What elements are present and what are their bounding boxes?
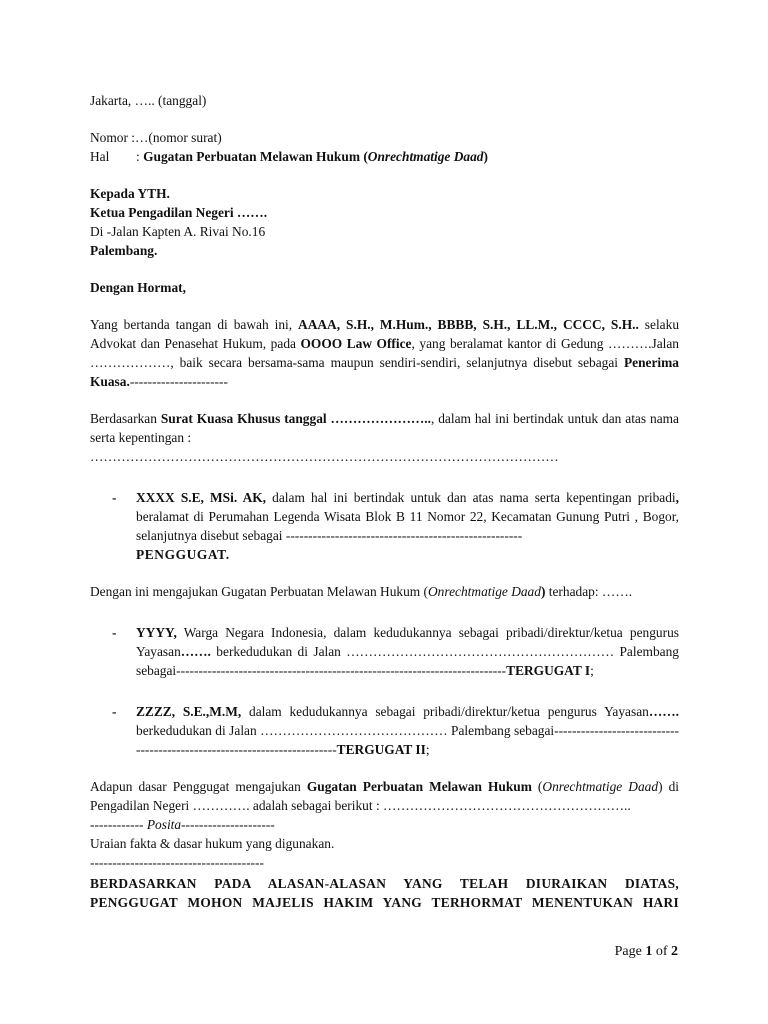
tergugat2-text2: berkedudukan di Jalan …………………………………… Palembang sebagai bbox=[136, 723, 555, 738]
separator-line: --------------------------------------- bbox=[90, 855, 264, 870]
tergugat1-text1: Warga Negara Indonesia, dalam kedudukannya sebagai pribadi/direktur/ketua pengurus Yayasan bbox=[136, 625, 679, 659]
para4-text1: Adapun dasar Penggugat mengajukan bbox=[90, 779, 307, 794]
para3-text2: terhadap: ……. bbox=[545, 584, 633, 599]
para1-text3: , yang beralamat kantor di Gedung ……….Jalan ………………, baik secara bersama-sama maupun sendiri-sendiri, selanjutnya disebut sebagai bbox=[90, 336, 679, 370]
para1-text1: Yang bertanda tangan di bawah ini, bbox=[90, 317, 299, 332]
hal-value-italic: Onrechtmatige Daad bbox=[367, 149, 484, 164]
bullet-dash: - bbox=[112, 704, 117, 719]
penggugat-label: PENGGUGAT. bbox=[136, 547, 230, 562]
recipient-line3: Di -Jalan Kapten A. Rivai No.16 bbox=[90, 224, 266, 239]
para2-text2: , dalam hal ini bertindak untuk dan atas nama serta kepentingan : bbox=[90, 411, 679, 445]
greeting bbox=[90, 278, 679, 297]
penggugat-comma: , bbox=[675, 490, 679, 505]
tergugat1-item bbox=[90, 623, 679, 680]
para3-italic: Onrechtmatige Daad bbox=[428, 584, 541, 599]
penerima-kuasa-label: Penerima Kuasa. bbox=[90, 355, 679, 389]
bullet-dash: - bbox=[112, 625, 117, 640]
law-office-name: OOOO Law Office bbox=[300, 336, 412, 351]
para3-text1: Dengan ini mengajukan Gugatan Perbuatan Melawan Hukum ( bbox=[90, 584, 429, 599]
paragraph-dasar-gugatan bbox=[90, 777, 679, 815]
uraian-line: Uraian fakta & dasar hukum yang digunakan. bbox=[90, 836, 335, 851]
advocate-names: AAAA, S.H., M.Hum., BBBB, S.H., LL.M., CCCC, S.H.. bbox=[298, 317, 639, 332]
penggugat-dashes: ----------------------------------------------------- bbox=[285, 528, 523, 543]
penggugat-text2: beralamat di Perumahan Legenda Wisata Blok B 11 Nomor 22, Kecamatan Gunung Putri , Bogor, selanjutnya disebut sebagai bbox=[136, 509, 679, 543]
penggugat-text bbox=[136, 488, 679, 545]
hal-label: Hal bbox=[90, 149, 110, 164]
recipient-city: Palembang. bbox=[90, 243, 158, 258]
page-number: 1 bbox=[645, 944, 653, 959]
posita-post: --------------------- bbox=[181, 817, 275, 832]
nomor-label: Nomor bbox=[90, 130, 128, 145]
page-of-label: of bbox=[652, 944, 671, 959]
hal-line bbox=[90, 147, 679, 166]
tergugat2-dashes: ------------------------------------------------------------------------- bbox=[136, 723, 679, 757]
para4-bold: Gugatan Perbuatan Melawan Hukum bbox=[306, 779, 532, 794]
place-date: Jakarta, ….. (tanggal) bbox=[90, 93, 207, 108]
hal-value-text: Gugatan Perbuatan Melawan Hukum ( bbox=[143, 149, 368, 164]
para4-text3: ) di Pengadilan Negeri …………. adalah sebagai berikut : ……………………………………………….. bbox=[90, 779, 679, 813]
hal-value bbox=[143, 149, 488, 164]
tergugat2-text bbox=[136, 702, 679, 759]
nomor-value: :…(nomor surat) bbox=[131, 130, 222, 145]
page-label: Page bbox=[614, 944, 646, 959]
recipient-kepada: Kepada YTH. bbox=[90, 186, 170, 201]
tergugat2-dots: ……. bbox=[648, 704, 679, 719]
greeting-text: Dengan Hormat, bbox=[90, 280, 186, 295]
posita-line bbox=[90, 815, 679, 834]
para2-dots: …………………………………………………………………………………………… bbox=[90, 449, 559, 464]
tergugat1-dashes: -------------------------------------------------------------------------- bbox=[176, 663, 507, 678]
recipient-ketua: Ketua Pengadilan Negeri ……. bbox=[90, 205, 268, 220]
tergugat1-dots: ……. bbox=[180, 644, 211, 659]
para4-italic: Onrechtmatige Daad bbox=[542, 779, 659, 794]
tergugat1-label: TERGUGAT I bbox=[506, 663, 591, 678]
hal-separator: : bbox=[136, 149, 140, 164]
penggugat-name: XXXX S.E, MSi. AK, bbox=[136, 490, 267, 505]
tergugat2-name: ZZZZ, S.E.,M.M, bbox=[136, 704, 242, 719]
nomor-line bbox=[90, 128, 679, 147]
para1-dashes: ---------------------- bbox=[129, 374, 228, 389]
tergugat2-item bbox=[90, 702, 679, 759]
tergugat2-text1: dalam kedudukannya sebagai pribadi/direktur/ketua pengurus Yayasan bbox=[241, 704, 649, 719]
recipient-line2 bbox=[90, 203, 679, 222]
posita-label: Posita bbox=[146, 817, 182, 832]
para3-close: ) bbox=[540, 584, 546, 599]
posita-pre: ------------ bbox=[90, 817, 147, 832]
letter-body bbox=[90, 91, 679, 912]
para4-text2: ( bbox=[531, 779, 543, 794]
tergugat1-text2: berkedudukan di Jalan …………………………………………………… Palembang sebagai bbox=[136, 644, 679, 678]
closing-line1: BERDASARKAN PADA ALASAN-ALASAN YANG TELAH DIURAIKAN DIATAS, bbox=[90, 876, 679, 891]
hal-value-close: ) bbox=[483, 149, 488, 164]
closing-line2: PENGGUGAT MOHON MAJELIS HAKIM YANG TERHORMAT MENENTUKAN HARI bbox=[90, 895, 679, 910]
para1-text2: selaku Advokat dan Penasehat Hukum, pada bbox=[90, 317, 680, 351]
tergugat2-label: TERGUGAT II bbox=[336, 742, 426, 757]
paragraph-mengajukan bbox=[90, 582, 679, 601]
bullet-dash: - bbox=[112, 490, 117, 505]
tergugat2-end: ; bbox=[425, 742, 430, 757]
page-footer bbox=[615, 942, 678, 961]
penggugat-label-line bbox=[136, 545, 679, 564]
tergugat1-name: YYYY, bbox=[136, 625, 177, 640]
penggugat-text1: dalam hal ini bertindak untuk dan atas nama serta kepentingan pribadi bbox=[266, 490, 676, 505]
tergugat1-end: ; bbox=[590, 663, 594, 678]
page-total: 2 bbox=[671, 944, 678, 959]
recipient-line4 bbox=[90, 241, 679, 260]
tergugat1-text bbox=[136, 623, 679, 680]
para2-text1: Berdasarkan bbox=[90, 411, 161, 426]
paragraph-surat-kuasa bbox=[90, 409, 679, 447]
penggugat-item bbox=[90, 488, 679, 564]
recipient-line1 bbox=[90, 184, 679, 203]
surat-kuasa-label: Surat Kuasa Khusus tanggal ………………….. bbox=[160, 411, 431, 426]
paragraph-penerima-kuasa bbox=[90, 315, 679, 391]
